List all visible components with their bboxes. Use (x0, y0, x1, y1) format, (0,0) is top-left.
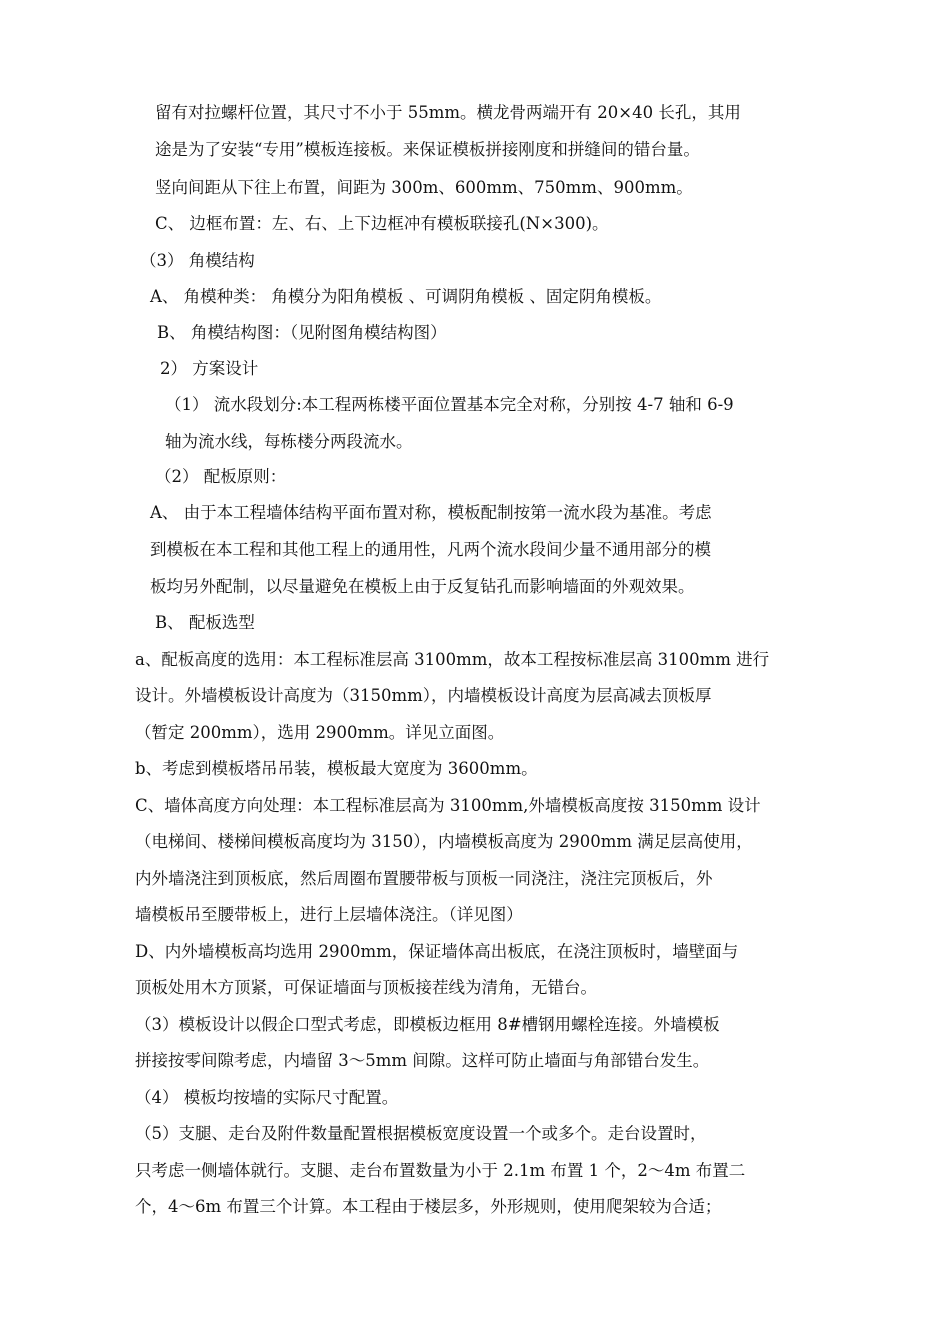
text-line: （4） 模板均按墙的实际尺寸配置。 (135, 1088, 399, 1107)
text-line: 留有对拉螺杆位置，其尺寸不小于 55mm。横龙骨两端开有 20×40 长孔，其用 (155, 103, 741, 122)
text-line: （3）模板设计以假企口型式考虑，即模板边框用 8#槽钢用螺栓连接。外墙模板 (135, 1015, 720, 1034)
text-line: 顶板处用木方顶紧，可保证墙面与顶板接茬线为清角，无错台。 (135, 978, 597, 997)
text-line: B、 配板选型 (155, 613, 255, 632)
text-line: 板均另外配制，以尽量避免在模板上由于反复钻孔而影响墙面的外观效果。 (150, 577, 695, 596)
text-line: （2） 配板原则： (155, 467, 287, 486)
text-line: a、配板高度的选用：本工程标准层高 3100mm，故本工程按标准层高 3100mm 进行 (135, 650, 770, 669)
text-line: 到模板在本工程和其他工程上的通用性，凡两个流水段间少量不通用部分的模 (150, 540, 711, 559)
text-line: 设计。外墙模板设计高度为（3150mm），内墙模板设计高度为层高减去顶板厚 (135, 686, 712, 705)
text-line: A、 由于本工程墙体结构平面布置对称，模板配制按第一流水段为基准。考虑 (150, 503, 712, 522)
text-line: （5）支腿、走台及附件数量配置根据模板宽度设置一个或多个。走台设置时， (135, 1124, 707, 1143)
text-line: C、 边框布置：左、右、上下边框冲有模板联接孔(N×300)。 (155, 214, 609, 233)
text-line: （3） 角模结构 (140, 251, 255, 270)
text-line: 竖向间距从下往上布置，间距为 300m、600mm、750mm、900mm。 (155, 178, 693, 197)
text-line: 拼接按零间隙考虑，内墙留 3～5mm 间隙。这样可防止墙面与角部错台发生。 (135, 1051, 710, 1070)
text-line: C、墙体高度方向处理：本工程标准层高为 3100mm,外墙模板高度按 3150mm 设计 (135, 796, 761, 815)
text-line: 途是为了安装“专用”模板连接板。来保证模板拼接刚度和拼缝间的错台量。 (155, 140, 700, 159)
text-line: 个，4～6m 布置三个计算。本工程由于楼层多，外形规则，使用爬架较为合适； (135, 1197, 722, 1216)
text-line: B、 角模结构图：（见附图角模结构图） (157, 323, 447, 342)
text-line: D、内外墙模板高均选用 2900mm，保证墙体高出板底，在浇注顶板时，墙壁面与 (135, 942, 739, 961)
text-line: A、 角模种类： 角模分为阳角模板 、可调阴角模板 、固定阴角模板。 (150, 287, 662, 306)
text-line: 2） 方案设计 (160, 359, 259, 378)
text-line: 墙模板吊至腰带板上，进行上层墙体浇注。（详见图） (135, 905, 523, 924)
text-line: 内外墙浇注到顶板底，然后周圈布置腰带板与顶板一同浇注，浇注完顶板后，外 (135, 869, 713, 888)
text-line: （暂定 200mm），选用 2900mm。详见立面图。 (135, 723, 505, 742)
text-line: 只考虑一侧墙体就行。支腿、走台布置数量为小于 2.1m 布置 1 个，2～4m 布置二 (135, 1161, 746, 1180)
text-line: b、考虑到模板塔吊吊装，模板最大宽度为 3600mm。 (135, 759, 538, 778)
text-line: （1） 流水段划分:本工程两栋楼平面位置基本完全对称，分别按 4-7 轴和 6-9 (165, 395, 734, 414)
text-line: 轴为流水线，每栋楼分两段流水。 (165, 432, 413, 451)
text-line: （电梯间、楼梯间模板高度均为 3150），内墙模板高度为 2900mm 满足层高使用， (135, 832, 753, 851)
